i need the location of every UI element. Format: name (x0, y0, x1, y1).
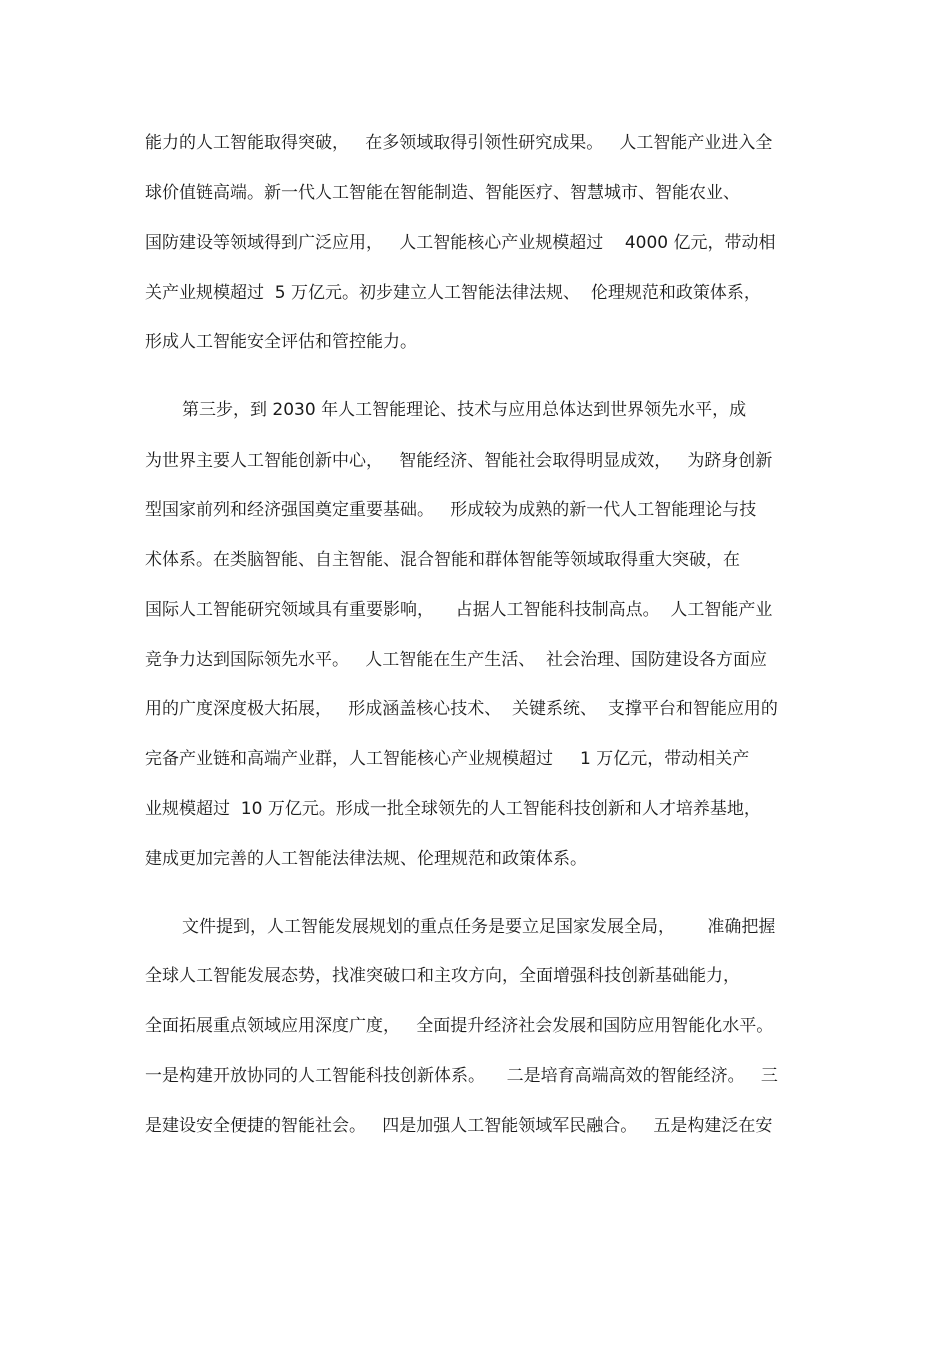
paragraph-1-line-3: 国防建设等领域得到广泛应用， 人工智能核心产业规模超过 4000 亿元，带动相 (145, 233, 776, 253)
paragraph-2-line-1: 第三步，到 2030 年人工智能理论、技术与应用总体达到世界领先水平，成 (182, 400, 747, 420)
paragraph-1-line-4: 关产业规模超过 5 万亿元。初步建立人工智能法律法规、 伦理规范和政策体系， (145, 283, 761, 303)
paragraph-3-line-3: 全面拓展重点领域应用深度广度， 全面提升经济社会发展和国防应用智能化水平。 (145, 1016, 774, 1036)
paragraph-2-line-3: 型国家前列和经济强国奠定重要基础。 形成较为成熟的新一代人工智能理论与技 (145, 500, 757, 520)
paragraph-2-line-7: 用的广度深度极大拓展， 形成涵盖核心技术、 关键系统、 支撑平台和智能应用的 (145, 699, 778, 719)
paragraph-3-line-1: 文件提到，人工智能发展规划的重点任务是要立足国家发展全局， 准确把握 (182, 917, 776, 937)
paragraph-1-line-1: 能力的人工智能取得突破， 在多领域取得引领性研究成果。 人工智能产业进入全 (145, 133, 773, 153)
paragraph-2-line-9: 业规模超过 10 万亿元。形成一批全球领先的人工智能科技创新和人才培养基地， (145, 799, 761, 819)
paragraph-1-line-2: 球价值链高端。新一代人工智能在智能制造、智能医疗、智慧城市、智能农业、 (145, 183, 740, 203)
paragraph-2-line-5: 国际人工智能研究领域具有重要影响， 占据人工智能科技制高点。 人工智能产业 (145, 600, 773, 620)
paragraph-3-line-5: 是建设安全便捷的智能社会。 四是加强人工智能领域军民融合。 五是构建泛在安 (145, 1116, 773, 1136)
paragraph-2-line-6: 竞争力达到国际领先水平。 人工智能在生产生活、 社会治理、国防建设各方面应 (145, 650, 768, 670)
paragraph-1-line-5: 形成人工智能安全评估和管控能力。 (145, 332, 417, 352)
paragraph-2-line-8: 完备产业链和高端产业群，人工智能核心产业规模超过 1 万亿元，带动相关产 (145, 749, 750, 769)
paragraph-2-line-2: 为世界主要人工智能创新中心， 智能经济、智能社会取得明显成效， 为跻身创新 (145, 451, 773, 471)
paragraph-3-line-4: 一是构建开放协同的人工智能科技创新体系。 二是培育高端高效的智能经济。 三 (145, 1066, 778, 1086)
paragraph-2-line-10: 建成更加完善的人工智能法律法规、伦理规范和政策体系。 (145, 849, 587, 869)
paragraph-2-line-4: 术体系。在类脑智能、自主智能、混合智能和群体智能等领域取得重大突破，在 (145, 550, 740, 570)
paragraph-3-line-2: 全球人工智能发展态势，找准突破口和主攻方向，全面增强科技创新基础能力， (145, 966, 740, 986)
